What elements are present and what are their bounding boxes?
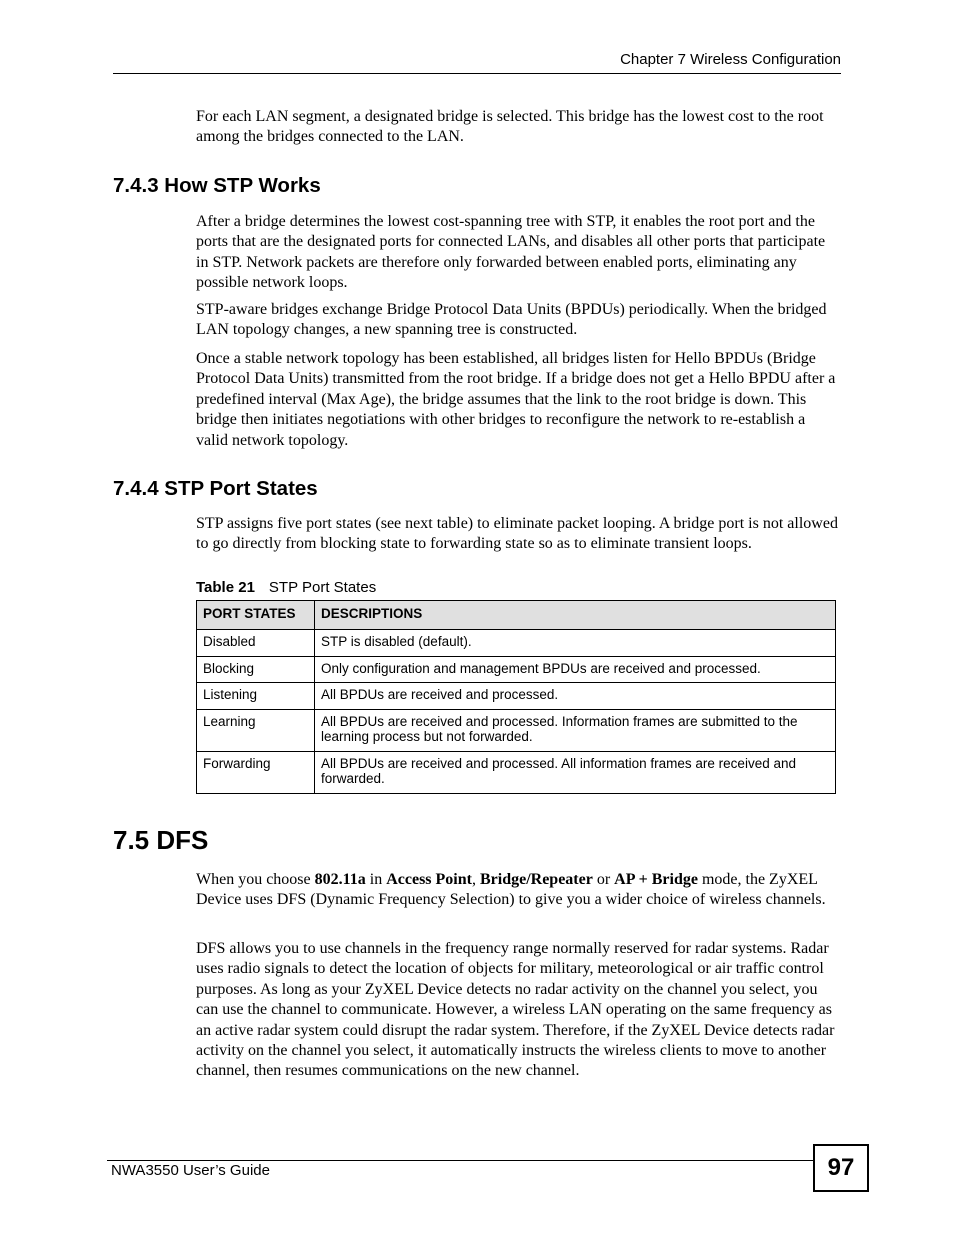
description-cell: STP is disabled (default).: [315, 630, 836, 657]
section-heading-stp-port-states: 7.4.4 STP Port States: [113, 477, 318, 500]
dfs-text-2: in: [365, 871, 387, 888]
table-row: [197, 683, 836, 710]
port-state-cell: Blocking: [197, 656, 315, 683]
description-cell: All BPDUs are received and processed. Information frames are submitted to the learning process but not forwarded.: [315, 709, 836, 751]
table-row: [197, 630, 836, 657]
header-rule: [113, 73, 841, 74]
table-caption-number: Table 21: [196, 579, 255, 596]
port-state-cell: Listening: [197, 683, 315, 710]
description-cell: Only configuration and management BPDUs are received and processed.: [315, 656, 836, 683]
footer-rule: [107, 1160, 813, 1161]
port-state-cell: Learning: [197, 709, 315, 751]
running-header: Chapter 7 Wireless Configuration: [620, 51, 841, 68]
paragraph-dfs-1: [196, 870, 841, 911]
section-heading-dfs: 7.5 DFS: [113, 825, 209, 855]
description-cell: All BPDUs are received and processed.: [315, 683, 836, 710]
column-header-port-states: PORT STATES: [197, 601, 315, 630]
page-number: 97: [813, 1144, 869, 1192]
table-header-row: [197, 601, 836, 630]
dfs-text-5: mode, the ZyXEL Device uses DFS (Dynamic Frequency Selection) to give you a wider choice of wireless channels.: [196, 871, 826, 909]
table-row: [197, 709, 836, 751]
paragraph-how-stp-3: Once a stable network topology has been established, all bridges listen for Hello BPDUs (Bridge Protocol Data Units) transmitted from the root bridge. If a bridge does not get a Hello BPDU after a predefined interval (Max Age), the bridge assumes that the link to the root bridge is down. This bridge then initiates negotiations with other bridges to reconfigure the network to re-establish a valid network topology.: [196, 350, 836, 449]
dfs-text-1: When you choose: [196, 871, 315, 888]
paragraph-how-stp-1: After a bridge determines the lowest cost-spanning tree with STP, it enables the root port and the ports that are the designated ports for connected LANs, and disables all other ports that participate in STP. Network packets are therefore only forwarded between enabled ports, eliminating any possible network loops.: [196, 213, 826, 292]
footer-guide-title: NWA3550 User’s Guide: [111, 1162, 270, 1179]
bold-term-802-11a: 802.11a: [314, 871, 366, 888]
bold-term-access-point: Access Point: [386, 871, 472, 888]
paragraph-how-stp-2: STP-aware bridges exchange Bridge Protocol Data Units (BPDUs) periodically. When the bridged LAN topology changes, a new spanning tree is constructed.: [196, 301, 827, 339]
intro-paragraph: For each LAN segment, a designated bridge is selected. This bridge has the lowest cost to the root among the bridges connected to the LAN.: [196, 108, 824, 146]
table-caption: [196, 579, 376, 596]
bold-term-bridge-repeater: Bridge/Repeater: [479, 871, 593, 888]
paragraph-port-states: STP assigns five port states (see next table) to eliminate packet looping. A bridge port is not allowed to go directly from blocking state to forwarding state so as to eliminate transient loops.: [196, 515, 838, 553]
port-state-cell: Disabled: [197, 630, 315, 657]
stp-port-states-table: [196, 600, 836, 794]
table-row: [197, 656, 836, 683]
description-cell: All BPDUs are received and processed. All information frames are received and forwarded.: [315, 751, 836, 793]
column-header-descriptions: DESCRIPTIONS: [315, 601, 836, 630]
port-state-cell: Forwarding: [197, 751, 315, 793]
dfs-text-3: ,: [471, 871, 480, 888]
bold-term-ap-bridge: AP + Bridge: [614, 871, 698, 888]
section-heading-how-stp-works: 7.4.3 How STP Works: [113, 174, 321, 197]
table-row: [197, 751, 836, 793]
paragraph-dfs-2: DFS allows you to use channels in the frequency range normally reserved for radar systems. Radar uses radio signals to detect the location of objects for military, meteorological or air traffic control purposes. As long as your ZyXEL Device detects no radar activity on the channel you select, you can use the channel to communicate. However, a wireless LAN operating on the same frequency as an active radar system could disrupt the radar system. Therefore, if the ZyXEL Device detects radar activity on the channel you select, it automatically instructs the wireless clients to move to another channel, then resumes communications on the new channel.: [196, 940, 835, 1080]
dfs-text-4: or: [592, 871, 615, 888]
table-caption-title: STP Port States: [268, 579, 377, 596]
